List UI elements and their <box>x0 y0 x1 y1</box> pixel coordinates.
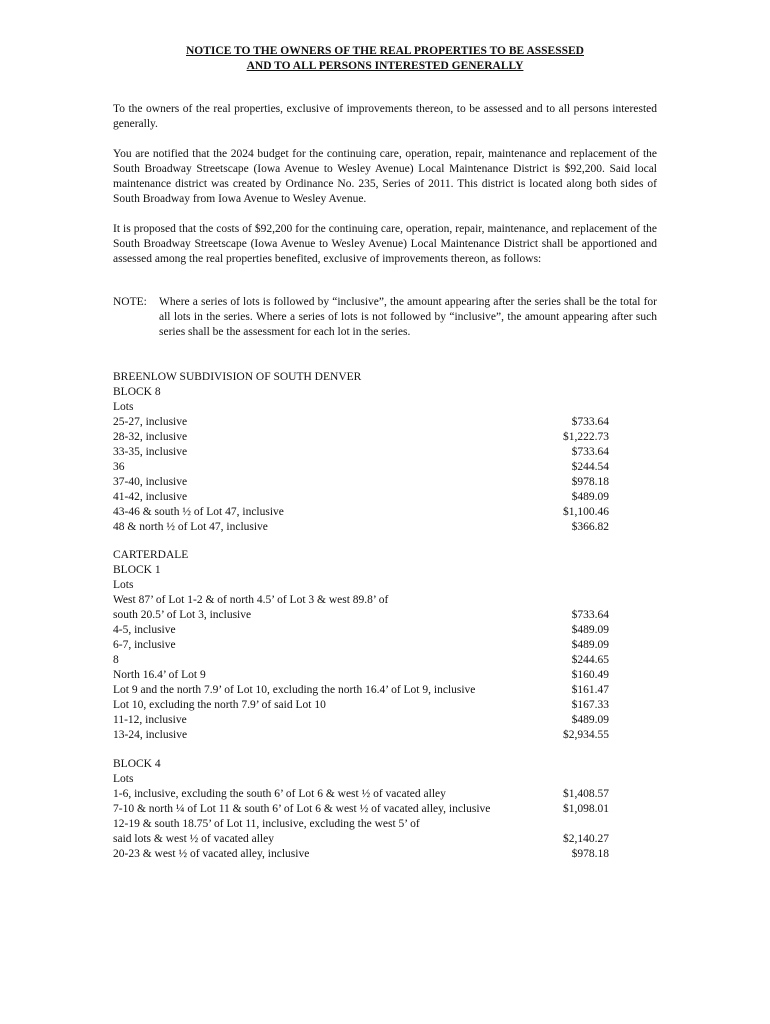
lot-description: 11-12, inclusive <box>113 714 187 726</box>
assessment-amount: $244.65 <box>571 654 609 666</box>
carterdale-block1-section <box>113 548 609 743</box>
lot-description: Lot 9 and the north 7.9’ of Lot 10, excluding the north 16.4’ of Lot 9, inclusive <box>113 684 476 696</box>
assessment-row <box>113 698 609 713</box>
lot-description: 36 <box>113 461 125 473</box>
lot-description: 7-10 & north ¼ of Lot 11 & south 6’ of Lot 6 & west ½ of vacated alley, inclusive <box>113 803 491 815</box>
assessment-amount: $160.49 <box>571 669 609 681</box>
assessment-amount: $2,934.55 <box>563 729 609 741</box>
assessment-amount: $161.47 <box>571 684 609 696</box>
lot-description: 37-40, inclusive <box>113 476 188 488</box>
lot-description-line: West 87’ of Lot 1-2 & of north 4.5’ of Lot 3 & west 89.8’ of <box>113 594 389 606</box>
assessment-row <box>113 475 609 490</box>
lots-label: Lots <box>113 401 134 413</box>
lots-label: Lots <box>113 579 134 591</box>
assessment-row <box>113 787 609 802</box>
assessment-row <box>113 817 609 832</box>
assessment-row <box>113 460 609 475</box>
assessment-amount: $1,100.46 <box>563 506 609 518</box>
lot-description: 43-46 & south ½ of Lot 47, inclusive <box>113 506 284 518</box>
budget-paragraph: You are notified that the 2024 budget for the continuing care, operation, repair, maintenance and replacement of the South Broadway Streetscape (Iowa Avenue to Wesley Avenue) Local Maintenance District is $92,200. Said local maintenance district was created by Ordinance No. 235, Series of 2011. This district is located along both sides of South Broadway from Iowa Avenue to Wesley Avenue. <box>113 148 657 205</box>
assessment-row <box>113 832 609 847</box>
assessment-amount: $244.54 <box>571 461 609 473</box>
assessment-row <box>113 638 609 653</box>
assessment-row <box>113 430 609 445</box>
lot-description: 6-7, inclusive <box>113 639 176 651</box>
lot-description: 41-42, inclusive <box>113 491 188 503</box>
assessment-amount: $366.82 <box>571 521 609 533</box>
assessment-amount: $1,408.57 <box>563 788 609 800</box>
assessment-row <box>113 653 609 668</box>
breenlow-section <box>113 370 609 535</box>
lots-label: Lots <box>113 773 134 785</box>
assessment-amount: $733.64 <box>571 446 609 458</box>
assessment-row <box>113 623 609 638</box>
proposal-paragraph: It is proposed that the costs of $92,200 for the continuing care, operation, repair, maintenance, and replacement of the South Broadway Streetscape (Iowa Avenue to Wesley Avenue) Local Maintenance District shall be apportioned and assessed among the real properties benefited, exclusive of improvements thereon, as follows: <box>113 223 657 265</box>
note-text: Where a series of lots is followed by “inclusive”, the amount appearing after the series shall be the total for all lots in the series. Where a series of lots is not followed by “inclusive”, the amount appearing after such series shall be the assessment for each lot in the series. <box>159 296 657 338</box>
assessment-row <box>113 728 609 743</box>
assessment-amount: $733.64 <box>571 609 609 621</box>
assessment-amount: $489.09 <box>571 491 609 503</box>
assessment-amount: $489.09 <box>571 714 609 726</box>
assessment-row <box>113 668 609 683</box>
lot-description: 33-35, inclusive <box>113 446 188 458</box>
assessment-row <box>113 802 609 817</box>
notice-title <box>0 44 770 74</box>
block-heading: BLOCK 4 <box>113 758 161 770</box>
lot-description: 1-6, inclusive, excluding the south 6’ of Lot 6 & west ½ of vacated alley <box>113 788 446 800</box>
intro-paragraph: To the owners of the real properties, exclusive of improvements thereon, to be assessed and to all persons interested generally. <box>113 103 657 130</box>
assessment-amount: $733.64 <box>571 416 609 428</box>
title-line-1: NOTICE TO THE OWNERS OF THE REAL PROPERTIES TO BE ASSESSED <box>186 45 584 57</box>
assessment-amount: $167.33 <box>571 699 609 711</box>
lot-description: south 20.5’ of Lot 3, inclusive <box>113 609 252 621</box>
block-heading: BLOCK 1 <box>113 564 161 576</box>
lot-description: 12-19 & south 18.75’ of Lot 11, inclusive, excluding the west 5’ of <box>113 818 420 830</box>
lot-description: 13-24, inclusive <box>113 729 188 741</box>
assessment-row <box>113 505 609 520</box>
lot-description: 28-32, inclusive <box>113 431 188 443</box>
lot-description: said lots & west ½ of vacated alley <box>113 833 274 845</box>
assessment-list <box>113 608 609 743</box>
assessment-amount: $2,140.27 <box>563 833 609 845</box>
assessment-row <box>113 445 609 460</box>
lot-description: 48 & north ½ of Lot 47, inclusive <box>113 521 268 533</box>
assessment-row <box>113 713 609 728</box>
assessment-amount: $1,222.73 <box>563 431 609 443</box>
title-line-2: AND TO ALL PERSONS INTERESTED GENERALLY <box>246 60 524 72</box>
assessment-row <box>113 847 609 862</box>
assessment-row <box>113 490 609 505</box>
assessment-list <box>113 787 609 862</box>
lot-description: Lot 10, excluding the north 7.9’ of said Lot 10 <box>113 699 326 711</box>
carterdale-block4-section <box>113 757 609 862</box>
assessment-row <box>113 683 609 698</box>
assessment-row <box>113 415 609 430</box>
assessment-row <box>113 520 609 535</box>
assessment-amount: $978.18 <box>571 848 609 860</box>
block-heading: BLOCK 8 <box>113 386 161 398</box>
assessment-amount: $1,098.01 <box>563 803 609 815</box>
assessment-amount: $489.09 <box>571 639 609 651</box>
assessment-amount: $489.09 <box>571 624 609 636</box>
lot-description: 4-5, inclusive <box>113 624 176 636</box>
lot-description: 25-27, inclusive <box>113 416 188 428</box>
subdivision-heading: BREENLOW SUBDIVISION OF SOUTH DENVER <box>113 371 362 383</box>
subdivision-heading: CARTERDALE <box>113 549 189 561</box>
lot-description: 20-23 & west ½ of vacated alley, inclusive <box>113 848 310 860</box>
note-label: NOTE: <box>113 296 147 308</box>
note-block <box>113 295 657 340</box>
lot-description: 8 <box>113 654 119 666</box>
assessment-row <box>113 608 609 623</box>
assessment-amount: $978.18 <box>571 476 609 488</box>
lot-description: North 16.4’ of Lot 9 <box>113 669 206 681</box>
assessment-list <box>113 415 609 535</box>
